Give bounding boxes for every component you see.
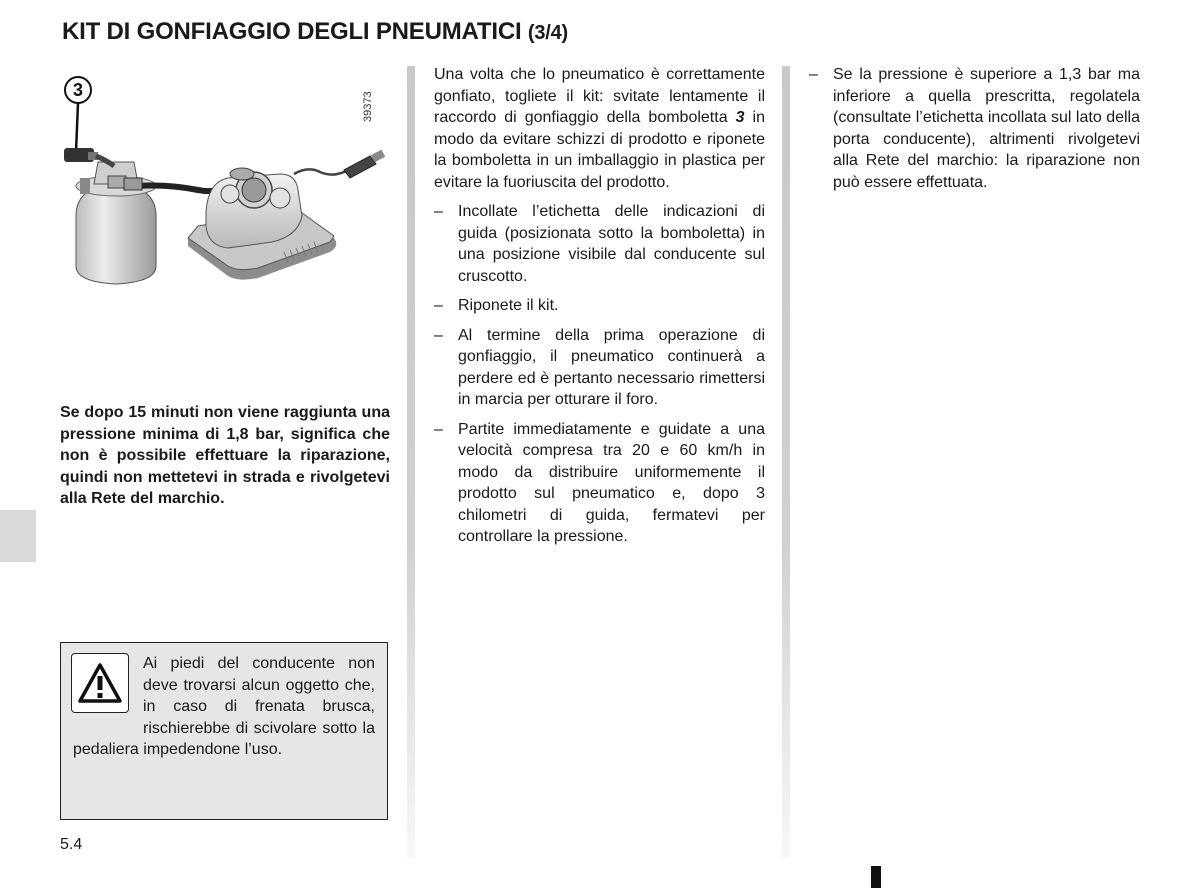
inflation-kit-drawing	[58, 66, 390, 316]
list-dash: –	[434, 420, 443, 438]
column-divider-left	[407, 66, 415, 858]
compressor	[188, 168, 336, 280]
list-item-text: Al termine della prima operazione di gonfiaggio, il pneumatico continuerà a perdere ed è pertanto necessario rimettersi in marcia per otturare il foro.	[458, 326, 765, 408]
list-dash: –	[809, 66, 818, 83]
intro-text-end: in modo da evitare schizzi di prodotto e riponete la bomboletta in un imballaggio in plastica per evitare la fuoriuscita del prodotto.	[434, 109, 765, 191]
intro-paragraph	[434, 64, 765, 193]
inflation-kit-illustration	[58, 66, 390, 316]
list-item-text: Partite immediatamente e guidate a una velocità compresa tra 20 e 60 km/h in modo da distribuire uniformemente il prodotto sul pneumatico e, dopo 3 chilometri di guida, fermatevi per controllare la pressione.	[458, 420, 765, 545]
list-item	[434, 295, 765, 317]
list-item	[434, 325, 765, 411]
list-item-text: Se la pressione è superiore a 1,3 bar ma inferiore a quella prescritta, regolatela (consultate l’etichetta incollata sul lato della porta conducente), altrimenti rivolgetevi alla Rete del marchio: la riparazione non può essere effettuata.	[833, 66, 1140, 191]
page-number: 5.4	[60, 836, 83, 853]
intro-reference: 3	[735, 109, 745, 126]
section-tab	[0, 510, 36, 562]
list-item	[809, 64, 1140, 193]
middle-column	[434, 64, 765, 556]
warning-box	[60, 642, 388, 820]
warning-box-text: Ai piedi del conducente non deve trovarsi alcun oggetto che, in caso di frenata brusca, rischierebbe di scivolare sotto la pedaliera impedendone l’uso.	[73, 655, 375, 758]
list-dash: –	[434, 203, 443, 220]
list-dash: –	[434, 297, 443, 314]
power-plug	[294, 150, 385, 178]
column-divider-right	[782, 66, 790, 858]
bold-warning-text: Se dopo 15 minuti non viene raggiunta una pressione minima di 1,8 bar, significa che non è possibile effettuare la riparazione, quindi non mettetevi in strada e rivolgetevi alla Rete del marchio.	[60, 404, 390, 507]
callout-label: 3	[72, 80, 84, 100]
intro-text-start: Una volta che lo pneumatico è correttamente gonfiato, togliete il kit: svitate lentamente il raccordo di gonfiaggio della bomboletta	[434, 66, 765, 126]
list-dash: –	[434, 326, 443, 344]
list-item-text: Riponete il kit.	[458, 297, 559, 314]
title-text: KIT DI GONFIAGGIO DEGLI PNEUMATICI	[62, 18, 522, 45]
list-item	[434, 419, 765, 548]
callout-3	[65, 77, 91, 152]
title-part: (3/4)	[527, 22, 569, 44]
figure-code: 39373	[362, 91, 374, 122]
valve-connector	[64, 148, 114, 166]
page-title	[62, 18, 568, 46]
sealant-bottle	[76, 162, 156, 284]
list-item-text: Incollate l’etichetta delle indicazioni di guida (posizionata sotto la bomboletta) in una posizione visibile dal conducente sul cruscotto.	[458, 203, 765, 285]
right-column	[809, 64, 1140, 201]
list-item	[434, 201, 765, 287]
page-marker	[871, 866, 881, 888]
